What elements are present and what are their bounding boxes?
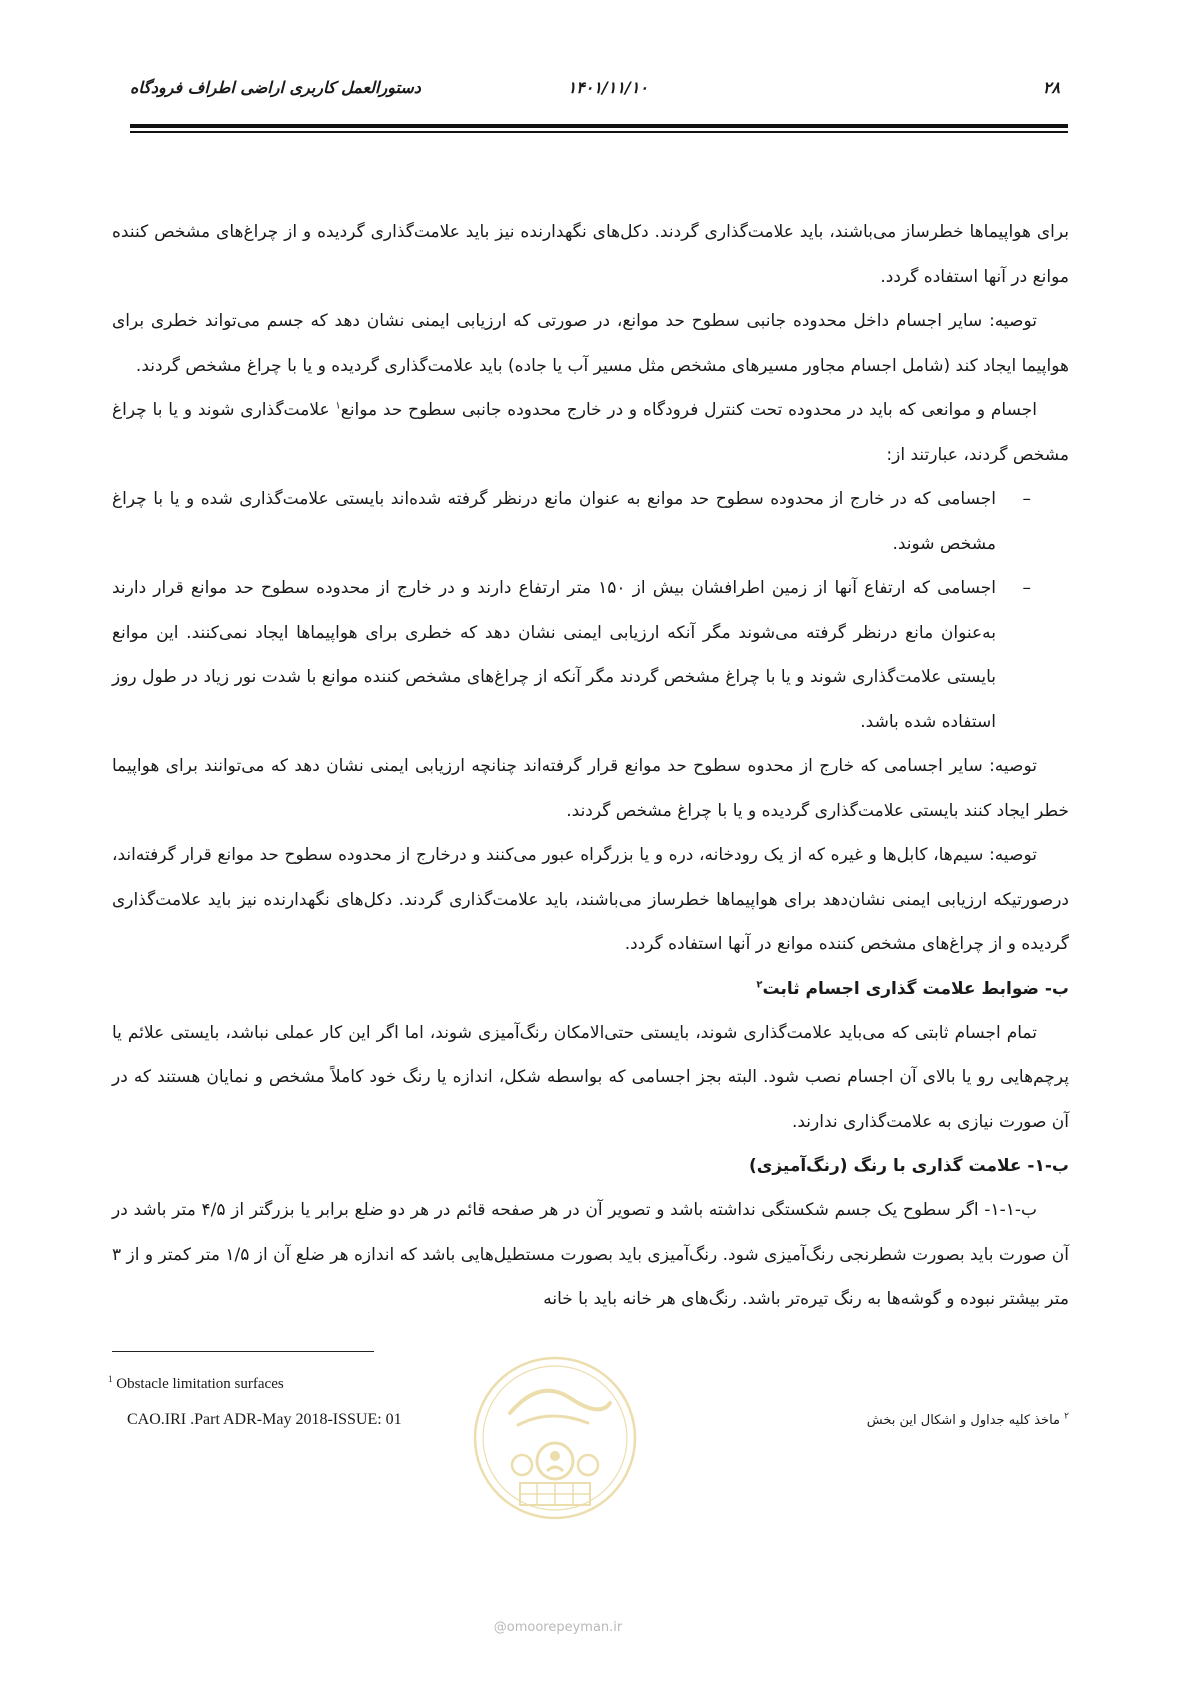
header-date: ۱۴۰۱/۱۱/۱۰ [567, 78, 648, 97]
watermark-website: @omoorepeyman.ir [493, 1620, 623, 1635]
footnote-ref: ۲ [756, 978, 763, 990]
list-item-text: اجسامی که در خارج از محدوده سطوح حد موانع به عنوان مانع درنظر گرفته شده‌اند بایستی علامت‌گذاری شده و یا با چراغ مشخص شوند. [112, 489, 996, 554]
list-item-text: اجسامی که ارتفاع آنها از زمین اطرافشان بیش از ۱۵۰ متر ارتفاع دارند و در خارج از محدوده سطوح حد موانع قرار دارند به‌عنوان مانع درنظر گرفته می‌شوند مگر آنکه ارزیابی ایمنی نشان دهد که خطری برای هواپیماها ایجاد نمی‌کنند. این موانع بایستی علامت‌گذاری شوند و یا با چراغ مشخص گردند مگر آنکه از چراغ‌های مشخص کننده موانع با شدت نور زیاد در طول روز استفاده شده باشد. [112, 578, 996, 732]
paragraph: تمام اجسام ثابتی که می‌باید علامت‌گذاری شوند، بایستی حتی‌الامکان رنگ‌آمیزی شوند، اما اگر این کار عملی نباشد، بایستی علائم یا پرچم‌هایی رو یا بالای آن اجسام نصب شود. البته بجز اجسامی که بواسطه شکل، اندازه یا رنگ خود کاملاً مشخص و نمایان هستند که در آن صورت نیازی به علامت‌گذاری ندارند. [112, 1022, 1069, 1132]
footnote-separator [112, 1351, 374, 1352]
footnote-text: ماخذ کلیه جداول و اشکال این بخش [866, 1413, 1065, 1428]
footnote-text: Obstacle limitation surfaces [112, 1376, 284, 1392]
header-title: دستورالعمل کاربری اراضی اطراف فرودگاه [130, 78, 421, 97]
bullet-dash: – [1022, 489, 1031, 509]
page-number: ۲۸ [1042, 78, 1060, 97]
paragraph: ب-۱-۱- اگر سطوح یک جسم شکستگی نداشته باشد و تصویر آن در هر صفحه قائم در هر دو ضلع برابر یا بزرگتر از ۴/۵ متر باشد در آن صورت باید بصورت شطرنجی رنگ‌آمیزی شود. رنگ‌آمیزی باید بصورت مستطیل‌هایی باشد که اندازه هر ضلع آن از ۱/۵ متر کمتر و از ۳ متر بیشتر نبوده و گوشه‌ها به رنگ تیره‌تر باشد. رنگ‌های هر خانه باید با خانه [112, 1200, 1069, 1309]
footnote-mark: 1 [108, 1374, 113, 1384]
page-header [130, 72, 1068, 102]
source-reference: CAO.IRI .Part ADR-May 2018-ISSUE: 01 [127, 1411, 402, 1428]
paragraph-text: علامت‌گذاری شوند و یا با چراغ مشخص گردند، عبارتند از: [112, 400, 1069, 465]
paragraph: توصیه: سایر اجسامی که خارج از محدوه سطوح حد موانع قرار گرفته‌اند چنانچه ارزیابی ایمنی نشان دهد که می‌توانند برای هواپیما خطر ایجاد کنند بایستی علامت‌گذاری گردیده و یا با چراغ مشخص گردند. [112, 756, 1069, 821]
list-item [112, 566, 1069, 744]
bullet-dash: – [1022, 578, 1031, 598]
subsection-heading: ب-۱- علامت گذاری با رنگ (رنگ‌آمیزی) [748, 1156, 1069, 1176]
body-text [112, 210, 1069, 1322]
section-heading-text: ب- ضوابط علامت گذاری اجسام ثابت [762, 978, 1069, 999]
section-heading [112, 967, 1069, 1011]
footnote-mark: ۲ [1064, 1411, 1069, 1422]
footnote-2 [867, 1413, 1069, 1428]
list-item [112, 477, 1069, 566]
footnote-ref: ۱ [335, 400, 341, 412]
paragraph-text: اجسام و موانعی که باید در محدوده تحت کنترل فرودگاه و در خارج محدوده جانبی سطوح حد موانع [340, 400, 1037, 420]
paragraph [112, 388, 1069, 477]
header-rule-thick [130, 124, 1068, 128]
paragraph: توصیه: سایر اجسام داخل محدوده جانبی سطوح حد موانع، در صورتی که ارزیابی ایمنی نشان دهد که جسم می‌تواند خطری برای هواپیما ایجاد کند (شامل اجسام مجاور مسیرهای مشخص مثل مسیر آب یا جاده) باید علامت‌گذاری گردیده و یا با چراغ مشخص گردند. [112, 311, 1069, 376]
footnote-1 [108, 1376, 284, 1393]
paragraph: برای هواپیماها خطرساز می‌باشند، باید علامت‌گذاری گردند. دکل‌های نگهدارنده نیز باید علامت‌گذاری گردیده و از چراغ‌های مشخص کننده موانع در آنها استفاده گردد. [112, 222, 1069, 287]
paragraph: توصیه: سیم‌ها، کابل‌ها و غیره که از یک رودخانه، دره و یا بزرگراه عبور می‌کنند و درخارج از محدوده سطوح حد موانع قرار گرفته‌اند، درصورتیکه ارزیابی ایمنی نشان‌دهد برای هواپیماها خطرساز می‌باشند، باید علامت‌گذاری گردند. دکل‌های نگهدارنده نیز باید علامت‌گذاری گردیده و از چراغ‌های مشخص کننده موانع در آنها استفاده گردد. [112, 845, 1069, 954]
watermark-seal-logo [470, 1353, 640, 1523]
bullet-list [112, 477, 1069, 744]
header-rule-thin [130, 131, 1068, 133]
